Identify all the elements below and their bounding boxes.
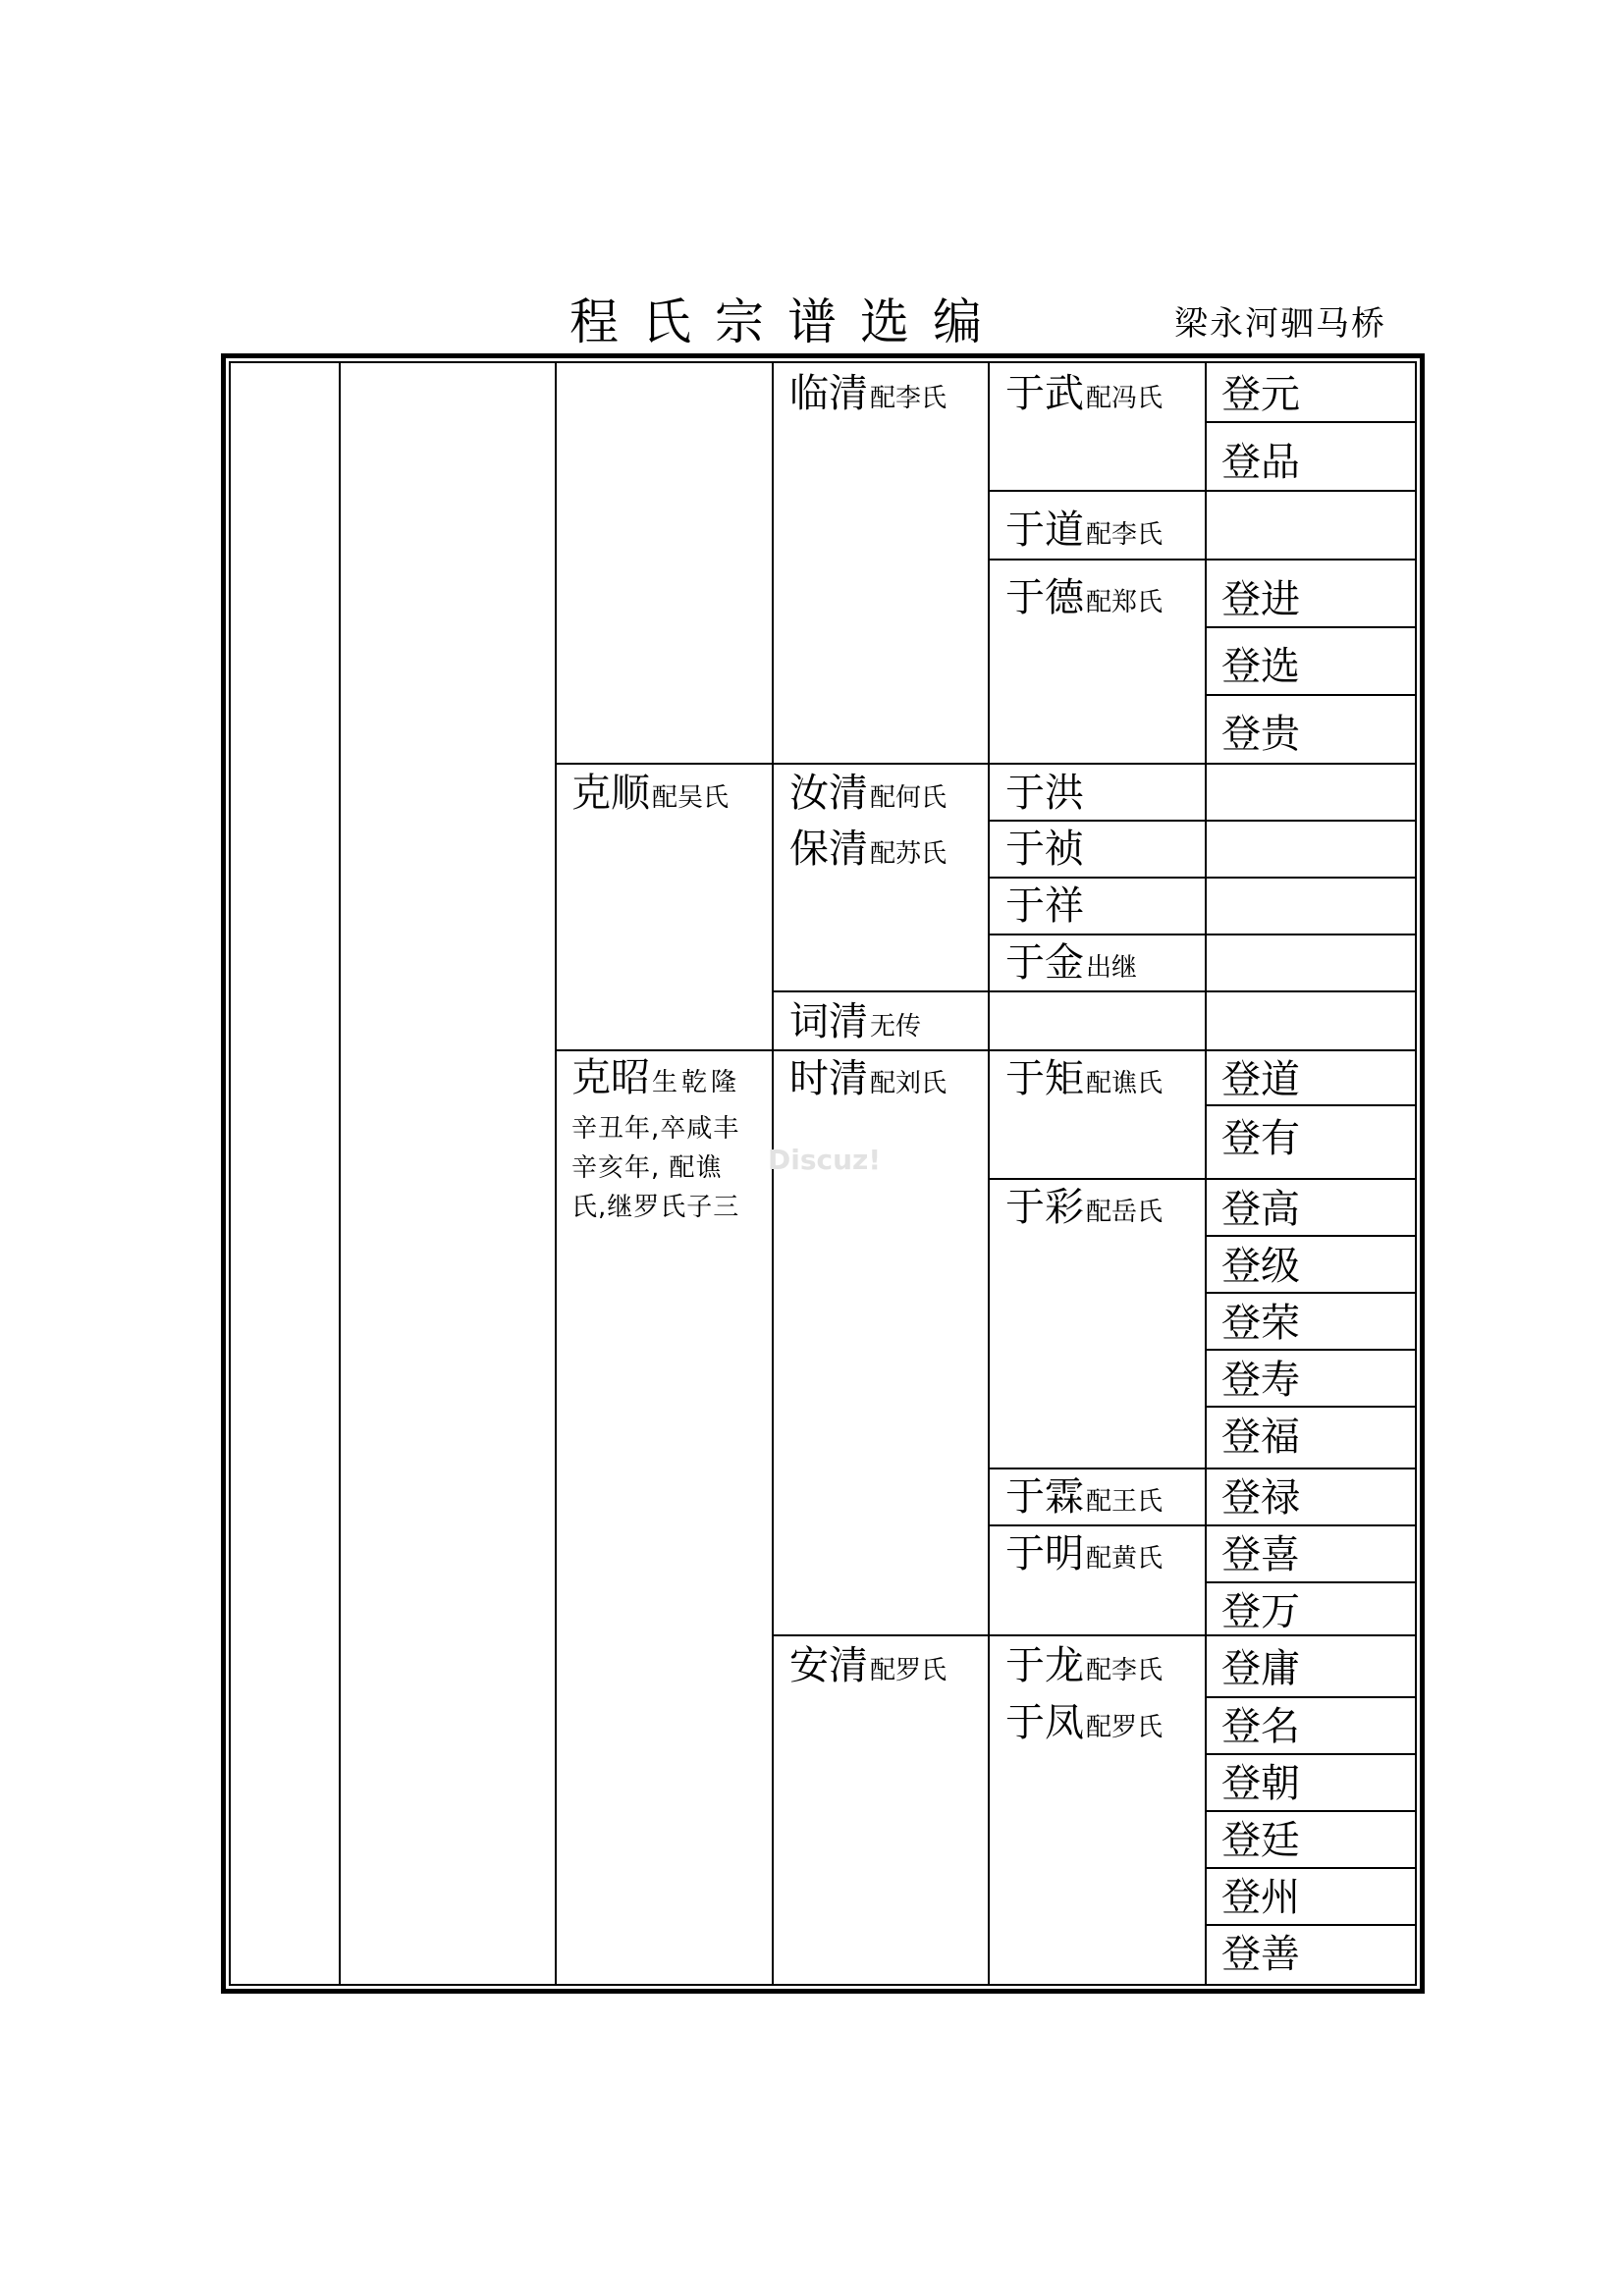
gen6-entry (1221, 1187, 1300, 1232)
person-name: 登万 (1221, 1589, 1300, 1634)
column-divider (1205, 363, 1207, 1984)
person-note: 配李氏 (870, 384, 947, 413)
person-name: 登级 (1221, 1244, 1300, 1289)
person-name: 登名 (1221, 1704, 1300, 1749)
gen5-entry (1005, 1185, 1164, 1230)
person-name: 登朝 (1221, 1761, 1300, 1806)
person-name: 登选 (1221, 644, 1300, 689)
gen4-entry (789, 827, 947, 872)
person-name: 于祯 (1005, 827, 1084, 872)
person-name: 登善 (1221, 1932, 1300, 1977)
person-name: 安清 (789, 1643, 868, 1688)
row-divider (1205, 1406, 1417, 1408)
gen5-entry (1005, 1531, 1164, 1576)
person-name: 登州 (1221, 1875, 1300, 1920)
row-divider (1205, 1292, 1417, 1294)
gen4-entry (789, 771, 947, 816)
row-divider (988, 559, 1417, 561)
bio-line: 辛亥年, 配谯 (571, 1153, 723, 1183)
row-divider (1205, 1753, 1417, 1755)
person-note: 生乾隆 (652, 1068, 741, 1097)
person-name: 于德 (1005, 575, 1084, 620)
gen6-entry (1221, 1116, 1300, 1161)
gen4-entry (789, 1056, 947, 1101)
column-divider (555, 363, 557, 1984)
gen6-entry (1221, 1818, 1300, 1863)
row-divider (988, 490, 1417, 492)
gen6-entry (1221, 1646, 1300, 1691)
person-name: 时清 (789, 1056, 868, 1101)
gen5-entry (1005, 575, 1164, 620)
gen6-entry (1221, 577, 1300, 622)
person-name: 登福 (1221, 1415, 1300, 1460)
row-divider (1205, 1810, 1417, 1812)
gen6-entry (1221, 644, 1300, 689)
gen6-entry (1221, 1761, 1300, 1806)
person-name: 于霖 (1005, 1474, 1084, 1520)
bio-line: 辛丑年,卒咸丰 (571, 1114, 740, 1144)
person-note: 配吴氏 (652, 783, 730, 813)
person-name: 于洪 (1005, 771, 1084, 816)
person-name: 保清 (789, 827, 868, 872)
person-note: 配谯氏 (1086, 1069, 1164, 1098)
row-divider (1205, 1349, 1417, 1351)
row-divider (1205, 1867, 1417, 1869)
person-name: 登品 (1221, 440, 1300, 485)
watermark: Discuz! (768, 1144, 882, 1176)
person-name: 于凤 (1005, 1700, 1084, 1745)
row-divider (988, 1178, 1417, 1180)
row-divider (1205, 1235, 1417, 1237)
gen6-entry (1221, 1358, 1300, 1403)
gen5-entry (1005, 940, 1138, 986)
person-name: 于龙 (1005, 1643, 1084, 1688)
person-name: 克顺 (571, 771, 650, 816)
gen3-entry-bio (571, 1054, 768, 1227)
person-name: 于彩 (1005, 1185, 1084, 1230)
gen5-entry (1005, 1056, 1164, 1101)
row-divider (555, 763, 1417, 765)
person-name: 登高 (1221, 1187, 1300, 1232)
gen5-entry (1005, 371, 1164, 416)
gen6-entry (1221, 1532, 1300, 1577)
row-divider (1205, 694, 1417, 696)
person-name: 登道 (1221, 1057, 1300, 1102)
person-note: 配罗氏 (870, 1656, 947, 1685)
person-name: 于道 (1005, 507, 1084, 553)
gen4-entry (789, 999, 922, 1044)
row-divider (988, 1524, 1417, 1526)
person-note: 出继 (1086, 953, 1138, 983)
person-note: 配刘氏 (870, 1069, 947, 1098)
person-note: 配岳氏 (1086, 1198, 1164, 1227)
person-note: 配黄氏 (1086, 1544, 1164, 1574)
person-name: 登庸 (1221, 1646, 1300, 1691)
row-divider (988, 1468, 1417, 1469)
person-name: 于矩 (1005, 1056, 1084, 1101)
bio-line: 氏,继罗氏子三 (571, 1193, 740, 1222)
person-note: 配罗氏 (1086, 1713, 1164, 1742)
person-name: 登有 (1221, 1116, 1300, 1161)
page-title: 程氏宗谱选编 (569, 294, 1005, 350)
gen6-entry (1221, 712, 1300, 757)
person-name: 登寿 (1221, 1358, 1300, 1403)
gen4-entry (789, 371, 947, 416)
person-name: 汝清 (789, 771, 868, 816)
person-name: 登廷 (1221, 1818, 1300, 1863)
person-note: 配何氏 (870, 783, 947, 813)
row-divider (1205, 1581, 1417, 1583)
gen5-entry (1005, 771, 1086, 816)
gen6-entry (1221, 1301, 1300, 1346)
gen5-entry (1005, 1700, 1164, 1745)
gen6-entry (1221, 1475, 1300, 1521)
person-name: 临清 (789, 371, 868, 416)
person-name: 于祥 (1005, 883, 1084, 929)
person-name: 克昭 (571, 1055, 650, 1100)
person-note: 配李氏 (1086, 520, 1164, 550)
person-note: 配李氏 (1086, 1656, 1164, 1685)
person-note: 配冯氏 (1086, 384, 1164, 413)
gen5-entry (1005, 1643, 1164, 1688)
row-divider (1205, 1924, 1417, 1926)
row-divider (555, 1049, 1417, 1051)
row-divider (772, 990, 1417, 992)
gen5-entry (1005, 1474, 1164, 1520)
column-divider (988, 363, 990, 1984)
row-divider (1205, 626, 1417, 628)
gen6-entry (1221, 372, 1300, 417)
row-divider (1205, 421, 1417, 423)
row-divider (1205, 1696, 1417, 1698)
person-name: 登贵 (1221, 712, 1300, 757)
person-note: 配王氏 (1086, 1487, 1164, 1517)
row-divider (1205, 1104, 1417, 1106)
person-name: 登荣 (1221, 1301, 1300, 1346)
gen6-entry (1221, 1057, 1300, 1102)
gen4-entry (789, 1643, 947, 1688)
row-divider (988, 820, 1417, 822)
gen6-entry (1221, 1244, 1300, 1289)
gen5-entry (1005, 827, 1086, 872)
person-name: 于武 (1005, 371, 1084, 416)
gen6-entry (1221, 1875, 1300, 1920)
person-name: 登喜 (1221, 1532, 1300, 1577)
person-name: 登禄 (1221, 1475, 1300, 1521)
gen5-entry (1005, 883, 1086, 929)
person-note: 配苏氏 (870, 839, 947, 869)
column-divider (339, 363, 341, 1984)
page-subtitle: 梁永河驷马桥 (1174, 304, 1386, 344)
row-divider (988, 934, 1417, 935)
gen3-entry (571, 771, 730, 816)
person-name: 登元 (1221, 372, 1300, 417)
person-name: 于金 (1005, 940, 1084, 986)
gen6-entry (1221, 1589, 1300, 1634)
gen6-entry (1221, 1704, 1300, 1749)
gen5-entry (1005, 507, 1164, 553)
gen6-entry (1221, 1415, 1300, 1460)
person-name: 词清 (789, 999, 868, 1044)
gen6-entry (1221, 440, 1300, 485)
row-divider (772, 1634, 1417, 1636)
person-note: 配郑氏 (1086, 588, 1164, 617)
person-name: 登进 (1221, 577, 1300, 622)
person-note: 无传 (870, 1012, 922, 1041)
row-divider (988, 877, 1417, 879)
person-name: 于明 (1005, 1531, 1084, 1576)
gen6-entry (1221, 1932, 1300, 1977)
